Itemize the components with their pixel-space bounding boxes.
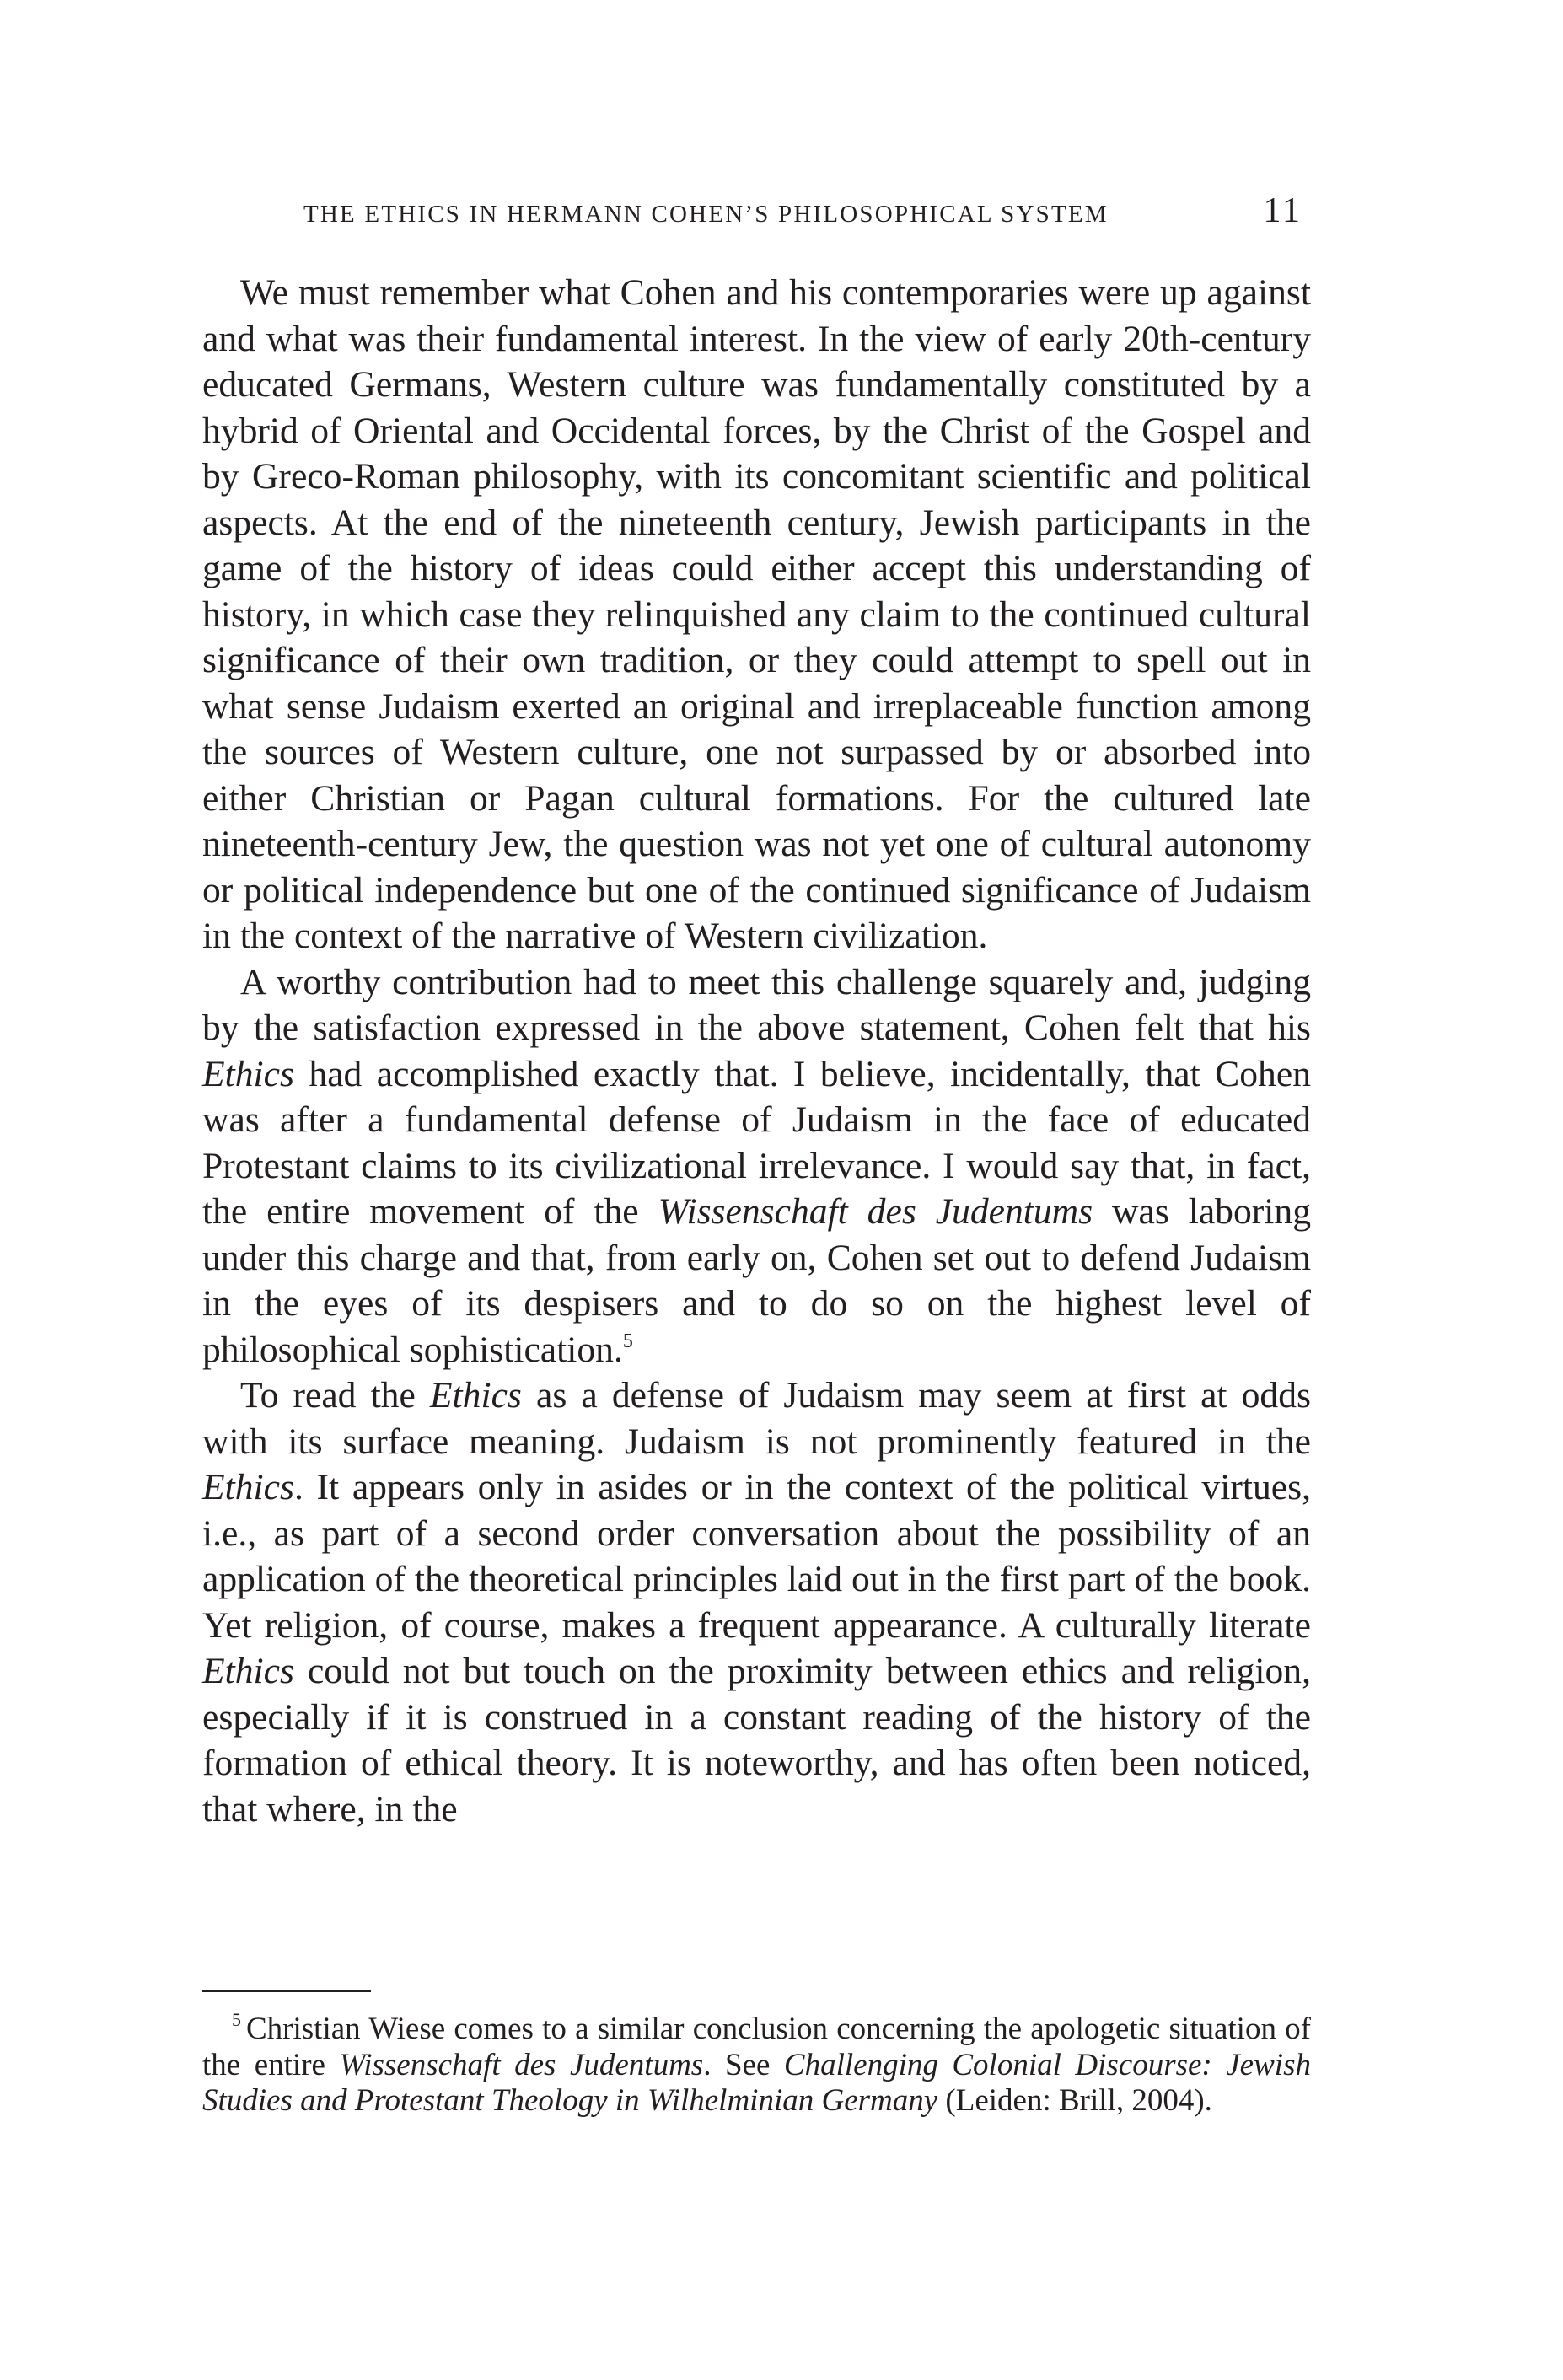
ethics-title-italic: Ethics: [202, 1467, 294, 1507]
paragraph-3-text-2: as a defense of Judaism may seem at first at odds with its surface meaning. Judaism is not prominently featured in the: [202, 1375, 1311, 1462]
footnote-reference[interactable]: 5: [622, 1330, 633, 1352]
footnote-italic-book-title: Challenging Colonial Discourse: Jewish Studies and Protestant Theology in Wilhelminian Germany: [202, 2047, 1311, 2118]
paragraph-3-text-1: To read the: [240, 1375, 430, 1416]
wissenschaft-italic: Wissenschaft des Judentums: [658, 1191, 1093, 1232]
paragraph-3-text-4: could not but touch on the proximity between ethics and religion, especially if it is construed in a constant reading of the history of the formation of ethical theory. It is noteworthy, and has often been noticed, that where, in the: [202, 1651, 1311, 1829]
paragraph-1: We must remember what Cohen and his contemporaries were up against and what was their fundamental interest. In the view of early 20th-century educated Germans, Western culture was fundamentally constituted by a hybrid of Oriental and Occidental forces, by the Christ of the Gospel and by Greco-Roman philosophy, with its concomitant scientific and political aspects. At the end of the nineteenth century, Jewish participants in the game of the history of ideas could either accept this understanding of history, in which case they relinquished any claim to the continued cultural significance of their own tradition, or they could attempt to spell out in what sense Judaism exerted an original and irreplaceable function among the sources of Western culture, one not surpassed by or absorbed into either Christian or Pagan cultural formations. For the cultured late nineteenth-century Jew, the question was not yet one of cultural autonomy or political independence but one of the continued significance of Judaism in the context of the narrative of Western civilization.: [202, 272, 1311, 956]
footnote-italic-wissenschaft: Wissenschaft des Judentums: [339, 2047, 704, 2082]
running-title: THE ETHICS IN HERMANN COHEN’S PHILOSOPHICAL SYSTEM: [303, 201, 1109, 228]
paragraph-2: [202, 959, 1311, 1373]
ethics-title-italic: Ethics: [202, 1651, 294, 1691]
page-number: 11: [1263, 191, 1302, 230]
paragraph-2-text-3: was laboring under this charge and that, from early on, Cohen set out to defend Judaism in the eyes of its despisers and to do so on the highest level of philosophical sophistication.: [202, 1191, 1312, 1370]
footnote-number: 5: [232, 2009, 241, 2030]
ethics-title-italic: Ethics: [202, 1053, 294, 1094]
footnote-text-1: Christian Wiese comes to a similar conclusion concerning the apologetic situation of the entire: [202, 2012, 1311, 2082]
paragraph-3: [202, 1373, 1311, 1832]
ethics-title-italic: Ethics: [429, 1375, 522, 1416]
body-text: [202, 270, 1311, 1832]
footnote-text-2: . See: [703, 2047, 784, 2082]
footnote-divider: [202, 1990, 371, 1992]
footnote-5: [202, 2009, 1311, 2119]
paragraph-2-text-2: had accomplished exactly that. I believe, incidentally, that Cohen was after a fundamental defense of Judaism in the face of educated Protestant claims to its civilizational irrelevance. I would say that, in fact, the entire movement of the: [202, 1053, 1311, 1232]
paragraph-2-text-1: A worthy contribution had to meet this challenge squarely and, judging by the satisfaction expressed in the above statement, Cohen felt that his: [202, 961, 1311, 1048]
paragraph-3-text-3: . It appears only in asides or in the context of the political virtues, i.e., as part of a second order conversation about the possibility of an application of the theoretical principles laid out in the first part of the book. Yet religion, of course, makes a frequent appearance. A culturally literate: [202, 1467, 1311, 1646]
footnote-text-3: (Leiden: Brill, 2004).: [937, 2083, 1212, 2118]
running-head: [202, 191, 1311, 241]
